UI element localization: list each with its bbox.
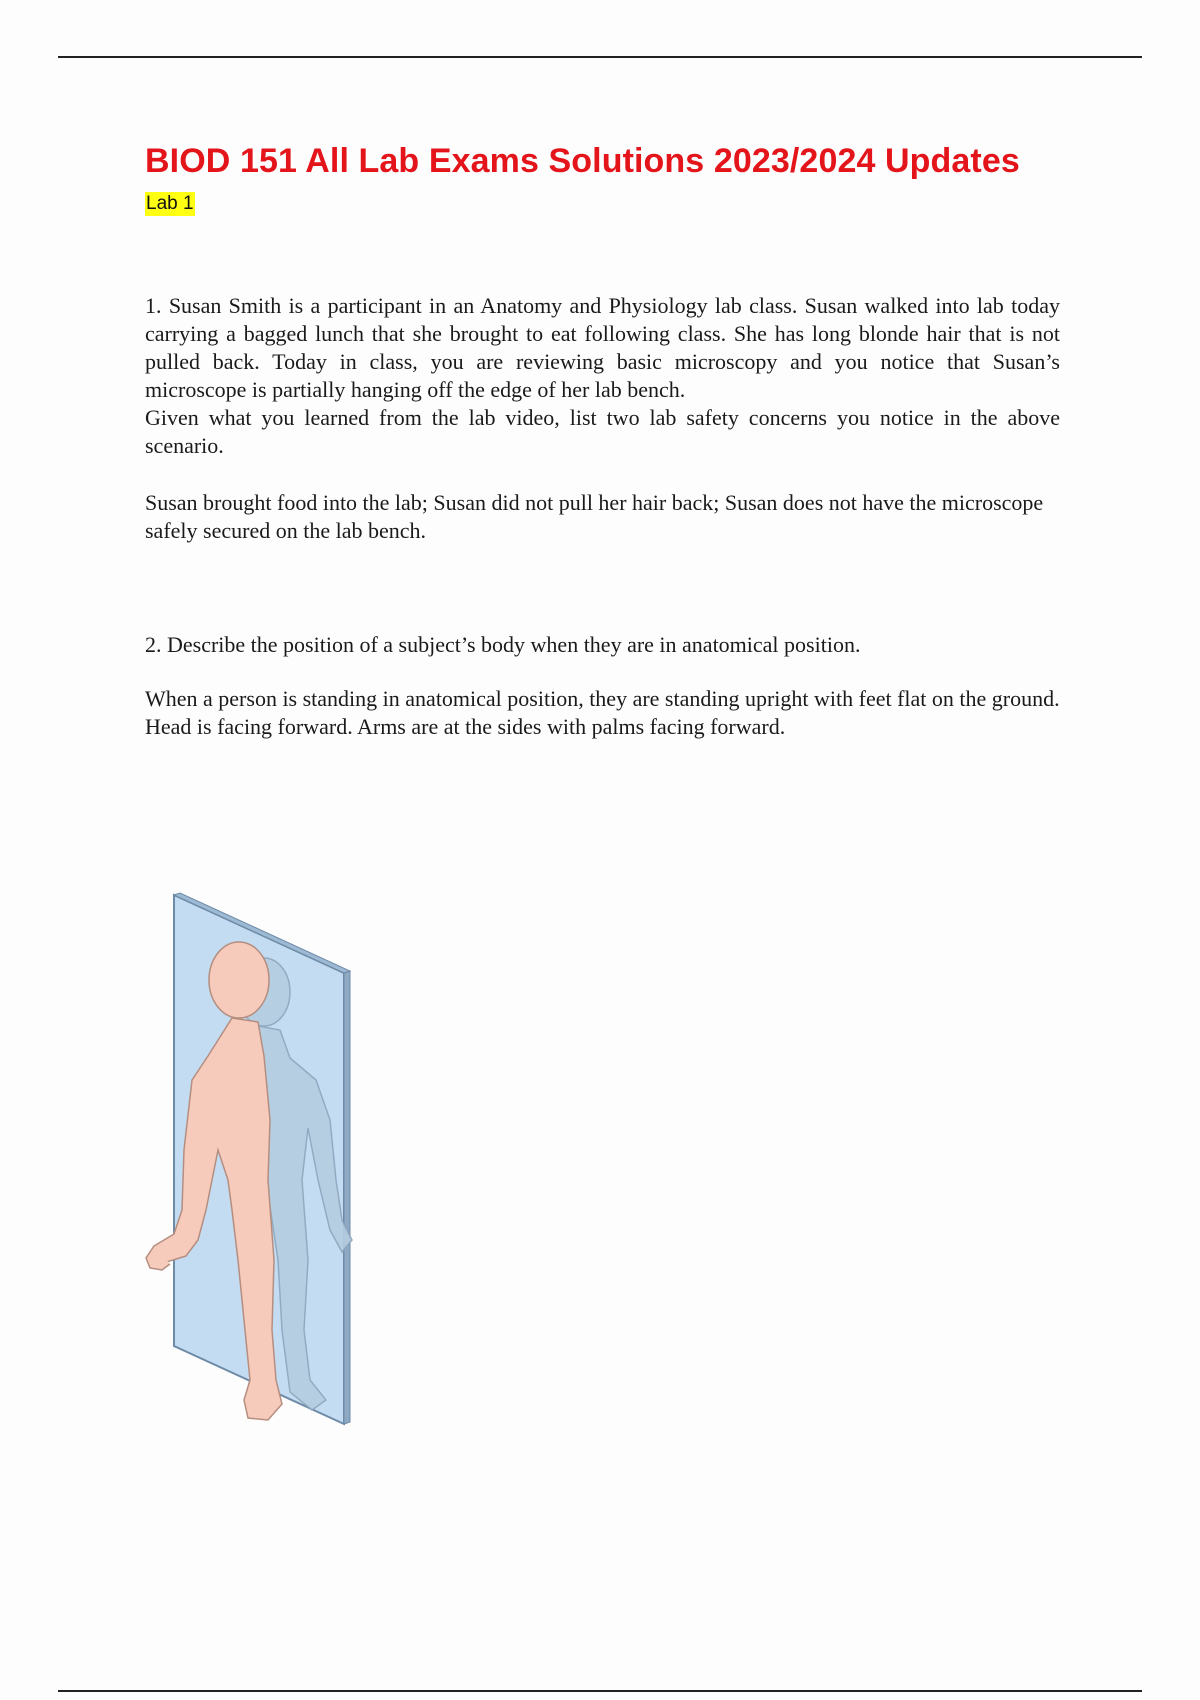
header-rule <box>58 56 1142 58</box>
question-1-scenario: 1. Susan Smith is a participant in an Anatomy and Physiology lab class. Susan walked into lab today carrying a bagged lunch that she brought to eat following class. She has long blonde hair that is not pulled back. Today in class, you are reviewing basic microscopy and you notice that Susan’s microscope is partially hanging off the edge of her lab bench. <box>145 293 1060 402</box>
plane-side <box>344 971 350 1424</box>
question-1 <box>145 292 1060 460</box>
lab-section-label: Lab 1 <box>146 193 194 214</box>
sagittal-plane-illustration <box>140 880 400 1440</box>
question-1-prompt: Given what you learned from the lab video, list two lab safety concerns you notice in the above scenario. <box>145 405 1060 458</box>
footer-rule <box>58 1690 1142 1692</box>
question-2: 2. Describe the position of a subject’s body when they are in anatomical position. <box>145 632 861 657</box>
anatomical-position-figure <box>140 880 400 1440</box>
document-title: BIOD 151 All Lab Exams Solutions 2023/2024 Updates <box>145 142 1020 180</box>
answer-2: When a person is standing in anatomical position, they are standing upright with feet flat on the ground. Head is facing forward. Arms are at the sides with palms facing forward. <box>145 686 1060 739</box>
answer-1: Susan brought food into the lab; Susan did not pull her hair back; Susan does not have the microscope safely secured on the lab bench. <box>145 490 1044 543</box>
